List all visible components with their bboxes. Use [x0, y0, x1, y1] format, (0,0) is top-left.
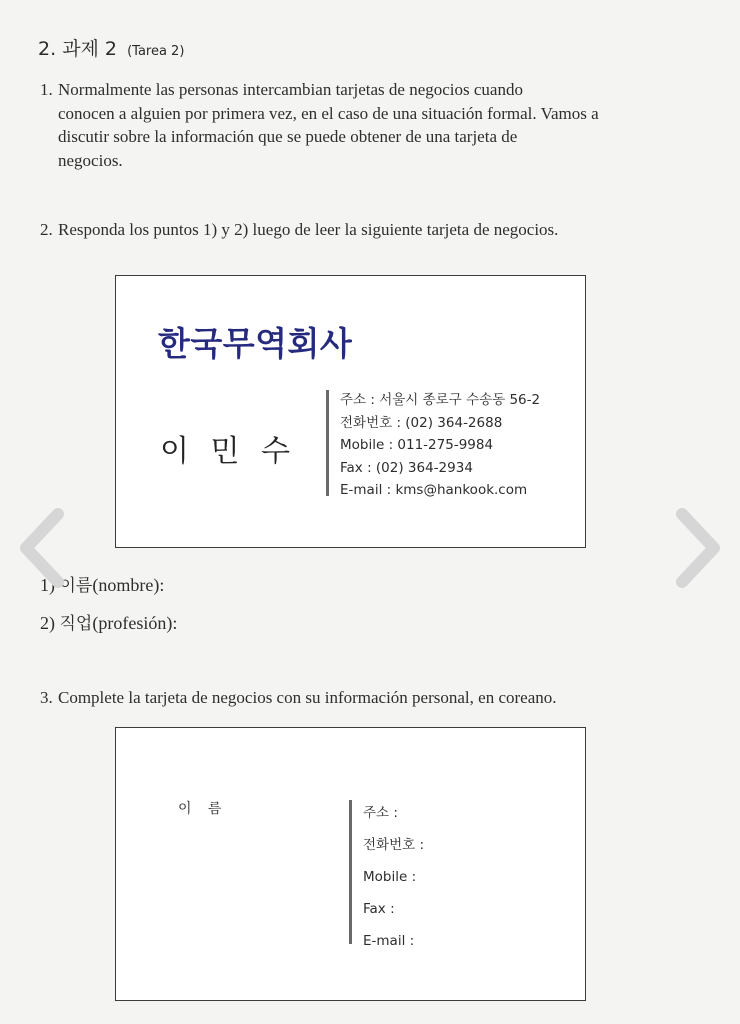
address-label: 주소 : [363, 805, 398, 821]
name-label: 이 름 [178, 801, 228, 817]
divider [349, 800, 352, 944]
question-text: Responda los puntos 1) y 2) luego de leer la siguiente tarjeta de negocios. [58, 220, 559, 239]
contact-info [340, 389, 540, 502]
mobile-line: Mobile : 011-275-9984 [340, 437, 494, 453]
phone-label: 전화번호 : [363, 837, 425, 853]
phone-line: 전화번호 : (02) 364-2688 [340, 414, 503, 431]
section-heading: 과제 2 [62, 38, 118, 60]
section-title [38, 34, 184, 61]
question-number: 3. [40, 688, 53, 707]
fax-line: Fax : (02) 364-2934 [340, 459, 473, 476]
email-label: E-mail : [363, 933, 415, 949]
question-3 [40, 686, 700, 710]
sample-business-card [115, 275, 586, 548]
question-number: 1. [40, 80, 53, 99]
person-name: 이 민 수 [160, 434, 297, 469]
section-number: 2. [38, 38, 57, 60]
answer-korean: 이름 [59, 576, 93, 596]
answer-number: 2) [40, 613, 55, 633]
chevron-right-icon[interactable] [672, 508, 726, 588]
section-subtitle: (Tarea 2) [127, 44, 185, 59]
answer-item-job [40, 609, 177, 634]
question-text: Complete la tarjeta de negocios con su información personal, en coreano. [58, 688, 557, 707]
divider [326, 390, 329, 496]
answer-spanish: (profesión): [92, 613, 178, 633]
contact-labels [363, 797, 424, 957]
email-line: E-mail : kms@hankook.com [340, 482, 528, 498]
question-text-line: discutir sobre la información que se puede obtener de una tarjeta de [58, 127, 518, 146]
question-text-line: conocen a alguien por primera vez, en el caso de una situación formal. Vamos a [58, 103, 599, 123]
answer-korean: 직업 [59, 614, 93, 634]
answer-spanish: (nombre): [92, 575, 165, 595]
question-text-line: Normalmente las personas intercambian tarjetas de negocios cuando [58, 80, 523, 99]
mobile-label: Mobile : [363, 869, 417, 885]
company-name: 한국무역회사 [158, 324, 353, 363]
answer-number: 1) [40, 575, 55, 595]
address-line: 주소 : 서울시 종로구 수송동 56-2 [340, 392, 541, 408]
chevron-left-icon[interactable] [14, 508, 68, 588]
question-1 [40, 78, 680, 172]
fax-label: Fax : [363, 901, 395, 917]
question-number: 2. [40, 220, 53, 239]
blank-business-card [115, 727, 586, 1001]
question-text-line: negocios. [58, 150, 123, 170]
question-2 [40, 218, 700, 242]
